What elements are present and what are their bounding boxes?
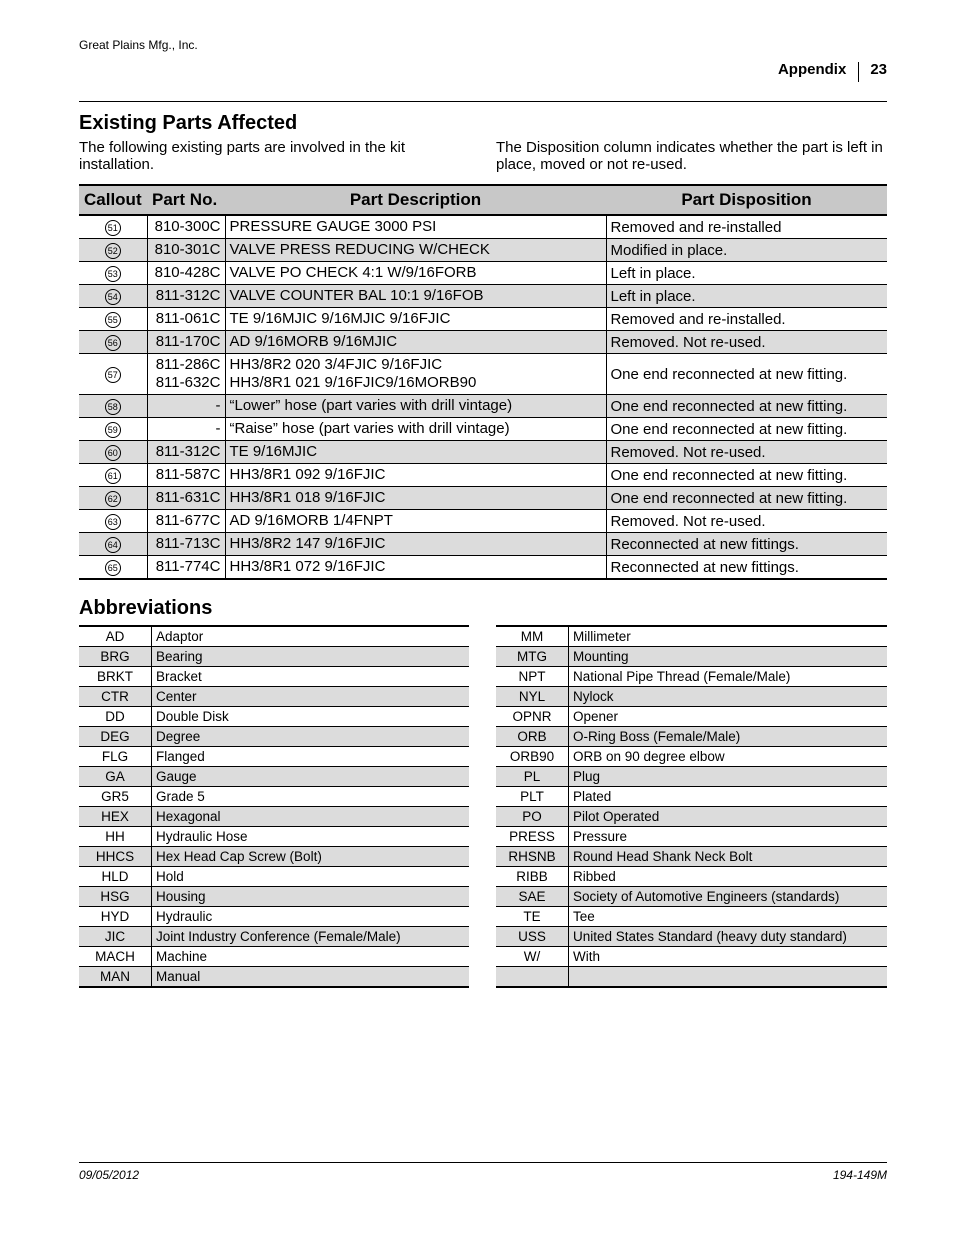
part-description: VALVE COUNTER BAL 10:1 9/16FOB [229,287,484,304]
abbreviations-left-body [79,626,469,987]
abbreviation-row [496,867,887,887]
part-disposition: Modified in place. [606,239,887,262]
table-row [79,441,887,464]
part-no-cell [147,441,225,464]
abbreviation-meaning: Opener [569,707,888,727]
part-description-cell [225,262,606,285]
callout-number: 58 [105,399,121,415]
part-description-cell [225,331,606,354]
abbreviation-row [496,647,887,667]
abbreviation-row [79,867,469,887]
abbreviation-meaning [569,967,888,988]
callout-cell [79,395,147,418]
abbreviation-code: HH [79,827,152,847]
part-description-cell [225,533,606,556]
abbreviation-row [496,687,887,707]
company-name: Great Plains Mfg., Inc. [79,38,198,52]
part-no-cell [147,262,225,285]
abbreviation-meaning: Bracket [152,667,470,687]
part-description-cell [225,308,606,331]
abbreviation-code: HLD [79,867,152,887]
table-header-row [79,185,887,215]
callout-cell [79,487,147,510]
part-no-cell [147,239,225,262]
part-no-cell [147,487,225,510]
abbreviation-row [79,626,469,647]
callout-cell [79,510,147,533]
abbreviation-row [496,967,887,988]
part-disposition: Removed. Not re-used. [606,510,887,533]
part-no: 811-631C [155,489,221,506]
abbreviation-meaning: Flanged [152,747,470,767]
callout-number: 59 [105,422,121,438]
part-description-cell [225,441,606,464]
part-no-cell [147,354,225,395]
abbreviation-code: ORB [496,727,569,747]
callout-number: 60 [105,445,121,461]
abbreviations-table-left [79,625,469,988]
abbreviation-code: SAE [496,887,569,907]
part-no-cell [147,331,225,354]
part-no-cell [147,464,225,487]
abbreviation-meaning: Millimeter [569,626,888,647]
part-description: TE 9/16MJIC [229,443,318,460]
abbreviation-meaning: Adaptor [152,626,470,647]
table-row [79,533,887,556]
abbreviation-code: ORB90 [496,747,569,767]
part-disposition: Left in place. [606,262,887,285]
callout-number: 65 [105,560,121,576]
col-part-no: Part No. [147,185,225,215]
abbreviation-meaning: O-Ring Boss (Female/Male) [569,727,888,747]
abbreviation-row [496,947,887,967]
abbreviation-row [79,967,469,988]
callout-cell [79,418,147,441]
table-row [79,308,887,331]
abbreviations-title: Abbreviations [79,597,213,619]
part-no: 811-677C [155,512,221,529]
abbreviation-code: JIC [79,927,152,947]
abbreviation-code: DEG [79,727,152,747]
abbreviation-meaning: Pressure [569,827,888,847]
abbreviation-meaning: Manual [152,967,470,988]
part-description: TE 9/16MJIC 9/16MJIC 9/16FJIC [229,310,451,327]
part-description: VALVE PRESS REDUCING W/CHECK [229,241,490,258]
part-description: “Lower” hose (part varies with drill vintage) [229,397,513,414]
abbreviation-code: MM [496,626,569,647]
part-description: HH3/8R2 020 3/4FJIC 9/16FJIC [229,356,443,373]
abbreviation-meaning: United States Standard (heavy duty standard) [569,927,888,947]
table-row [79,418,887,441]
callout-cell [79,308,147,331]
callout-cell [79,331,147,354]
table-row [79,395,887,418]
footer-doc-number: 194-149M [832,1168,887,1182]
col-part-description: Part Description [225,185,606,215]
abbreviation-row [496,707,887,727]
abbreviation-row [79,707,469,727]
table-row [79,262,887,285]
part-disposition: Removed and re-installed [606,215,887,239]
abbreviation-row [79,787,469,807]
abbreviation-code: HYD [79,907,152,927]
abbreviation-row [79,827,469,847]
part-description-cell [225,285,606,308]
part-description: HH3/8R2 147 9/16FJIC [229,535,386,552]
part-no: 811-312C [155,443,221,460]
part-no: 811-587C [155,466,221,483]
part-no: 811-774C [155,558,221,575]
callout-number: 56 [105,335,121,351]
abbreviation-meaning: Mounting [569,647,888,667]
abbreviation-row [496,927,887,947]
abbreviation-row [496,907,887,927]
abbreviation-meaning: Joint Industry Conference (Female/Male) [152,927,470,947]
abbreviation-code: PRESS [496,827,569,847]
abbreviation-code: PO [496,807,569,827]
page-number: 23 [870,60,887,78]
table-row [79,239,887,262]
part-disposition: Removed and re-installed. [606,308,887,331]
abbreviation-code: MAN [79,967,152,988]
part-disposition: Removed. Not re-used. [606,441,887,464]
part-no: 811-632C [155,374,221,391]
callout-number: 64 [105,537,121,553]
part-description-cell [225,464,606,487]
footer-date: 09/05/2012 [79,1168,140,1182]
part-description-cell [225,215,606,239]
table-row [79,510,887,533]
callout-number: 57 [105,367,121,383]
abbreviation-meaning: Hydraulic Hose [152,827,470,847]
part-no: 811-286C [155,356,221,373]
abbreviation-meaning: Round Head Shank Neck Bolt [569,847,888,867]
part-description: AD 9/16MORB 9/16MJIC [229,333,398,350]
abbreviation-code: TE [496,907,569,927]
abbreviation-row [79,647,469,667]
abbreviation-meaning: With [569,947,888,967]
part-no-cell [147,556,225,580]
callout-number: 52 [105,243,121,259]
part-no-cell [147,533,225,556]
part-description-cell [225,510,606,533]
part-description: HH3/8R1 092 9/16FJIC [229,466,386,483]
callout-cell [79,354,147,395]
part-no: - [215,420,221,437]
part-description: HH3/8R1 021 9/16FJIC9/16MORB90 [229,374,477,391]
table-row [79,285,887,308]
col-part-disposition: Part Disposition [606,185,887,215]
abbreviation-code: RHSNB [496,847,569,867]
abbreviation-code: NYL [496,687,569,707]
abbreviation-code: NPT [496,667,569,687]
abbreviation-row [79,687,469,707]
abbreviation-meaning: Degree [152,727,470,747]
callout-number: 62 [105,491,121,507]
abbreviation-meaning: Plated [569,787,888,807]
abbreviation-code: BRKT [79,667,152,687]
part-no-cell [147,418,225,441]
part-no-cell [147,510,225,533]
part-no: 811-713C [155,535,221,552]
part-disposition: One end reconnected at new fitting. [606,395,887,418]
callout-cell [79,556,147,580]
abbreviation-row [496,827,887,847]
abbreviation-row [79,887,469,907]
existing-parts-title: Existing Parts Affected [79,112,298,134]
part-disposition: One end reconnected at new fitting. [606,487,887,510]
part-no: 811-170C [155,333,221,350]
table-row [79,331,887,354]
abbreviation-row [496,667,887,687]
part-description-cell [225,556,606,580]
abbreviation-code: FLG [79,747,152,767]
abbreviation-code: CTR [79,687,152,707]
table-row [79,487,887,510]
abbreviation-code: HSG [79,887,152,907]
part-description: “Raise” hose (part varies with drill vintage) [229,420,510,437]
table-row [79,464,887,487]
header-rule [79,101,887,102]
abbreviation-meaning: Plug [569,767,888,787]
abbreviation-code: GA [79,767,152,787]
abbreviation-code: W/ [496,947,569,967]
page-header [778,59,887,79]
abbreviation-meaning: Center [152,687,470,707]
abbreviations-table-right [496,625,887,988]
part-description-cell [225,487,606,510]
abbreviation-row [496,847,887,867]
part-description: PRESSURE GAUGE 3000 PSI [229,218,437,235]
abbreviation-meaning: Hold [152,867,470,887]
header-divider [858,62,859,82]
footer-rule [79,1162,887,1163]
existing-parts-table [79,184,887,580]
abbreviation-code: MACH [79,947,152,967]
part-no: 811-061C [155,310,221,327]
abbreviation-row [79,727,469,747]
callout-cell [79,285,147,308]
part-no: 811-312C [155,287,221,304]
part-description-cell [225,418,606,441]
abbreviation-meaning: Bearing [152,647,470,667]
intro-left: The following existing parts are involved in the kit installation. [79,139,406,173]
part-no-cell [147,308,225,331]
part-no: 810-428C [154,264,221,281]
abbreviation-code: DD [79,707,152,727]
abbreviation-code: OPNR [496,707,569,727]
part-description: AD 9/16MORB 1/4FNPT [229,512,393,529]
abbreviation-row [79,667,469,687]
part-disposition: Reconnected at new fittings. [606,533,887,556]
part-disposition: Reconnected at new fittings. [606,556,887,580]
callout-cell [79,262,147,285]
abbreviation-code: RIBB [496,867,569,887]
abbreviation-code: AD [79,626,152,647]
abbreviation-code [496,967,569,988]
abbreviation-row [496,767,887,787]
part-description-cell [225,395,606,418]
part-no: 810-301C [154,241,221,258]
abbreviation-meaning: Housing [152,887,470,907]
abbreviation-code: BRG [79,647,152,667]
abbreviation-meaning: Nylock [569,687,888,707]
abbreviation-code: HEX [79,807,152,827]
part-no-cell [147,215,225,239]
abbreviation-meaning: ORB on 90 degree elbow [569,747,888,767]
callout-number: 53 [105,266,121,282]
callout-cell [79,464,147,487]
part-disposition: Removed. Not re-used. [606,331,887,354]
part-disposition: Left in place. [606,285,887,308]
abbreviation-code: PL [496,767,569,787]
abbreviation-code: HHCS [79,847,152,867]
abbreviation-meaning: Machine [152,947,470,967]
abbreviation-meaning: Tee [569,907,888,927]
abbreviation-row [79,747,469,767]
callout-number: 63 [105,514,121,530]
abbreviation-row [79,767,469,787]
abbreviation-meaning: Society of Automotive Engineers (standards) [569,887,888,907]
abbreviation-row [496,807,887,827]
abbreviation-row [496,887,887,907]
abbreviation-code: GR5 [79,787,152,807]
part-description-cell [225,239,606,262]
part-no: 810-300C [154,218,221,235]
callout-number: 55 [105,312,121,328]
callout-cell [79,533,147,556]
table-row [79,215,887,239]
abbreviation-meaning: Double Disk [152,707,470,727]
part-description-cell [225,354,606,395]
part-no: - [215,397,221,414]
part-no-cell [147,285,225,308]
callout-cell [79,215,147,239]
part-disposition: One end reconnected at new fitting. [606,464,887,487]
callout-number: 61 [105,468,121,484]
abbreviation-row [79,907,469,927]
abbreviation-row [496,727,887,747]
callout-number: 51 [105,220,121,236]
part-description: VALVE PO CHECK 4:1 W/9/16FORB [229,264,477,281]
part-disposition: One end reconnected at new fitting. [606,418,887,441]
abbreviation-row [79,847,469,867]
abbreviation-row [496,626,887,647]
abbreviation-meaning: Hex Head Cap Screw (Bolt) [152,847,470,867]
table-row [79,556,887,580]
abbreviation-meaning: Hexagonal [152,807,470,827]
abbreviation-code: MTG [496,647,569,667]
abbreviation-row [496,787,887,807]
callout-cell [79,239,147,262]
parts-table-body [79,215,887,579]
abbreviation-meaning: National Pipe Thread (Female/Male) [569,667,888,687]
abbreviation-meaning: Grade 5 [152,787,470,807]
abbreviation-row [496,747,887,767]
section-name: Appendix [777,60,847,78]
abbreviation-code: PLT [496,787,569,807]
abbreviation-row [79,807,469,827]
part-disposition: One end reconnected at new fitting. [606,354,887,395]
abbreviation-row [79,947,469,967]
col-callout: Callout [79,185,147,215]
part-description: HH3/8R1 018 9/16FJIC [229,489,386,506]
abbreviation-meaning: Ribbed [569,867,888,887]
part-description: HH3/8R1 072 9/16FJIC [229,558,386,575]
abbreviation-meaning: Hydraulic [152,907,470,927]
abbreviation-row [79,927,469,947]
part-no-cell [147,395,225,418]
callout-number: 54 [105,289,121,305]
abbreviation-meaning: Pilot Operated [569,807,888,827]
abbreviation-code: USS [496,927,569,947]
abbreviation-meaning: Gauge [152,767,470,787]
intro-right: The Disposition column indicates whether the part is left in place, moved or not re-used. [496,139,883,173]
table-row [79,354,887,395]
abbreviations-right-body [496,626,887,987]
callout-cell [79,441,147,464]
